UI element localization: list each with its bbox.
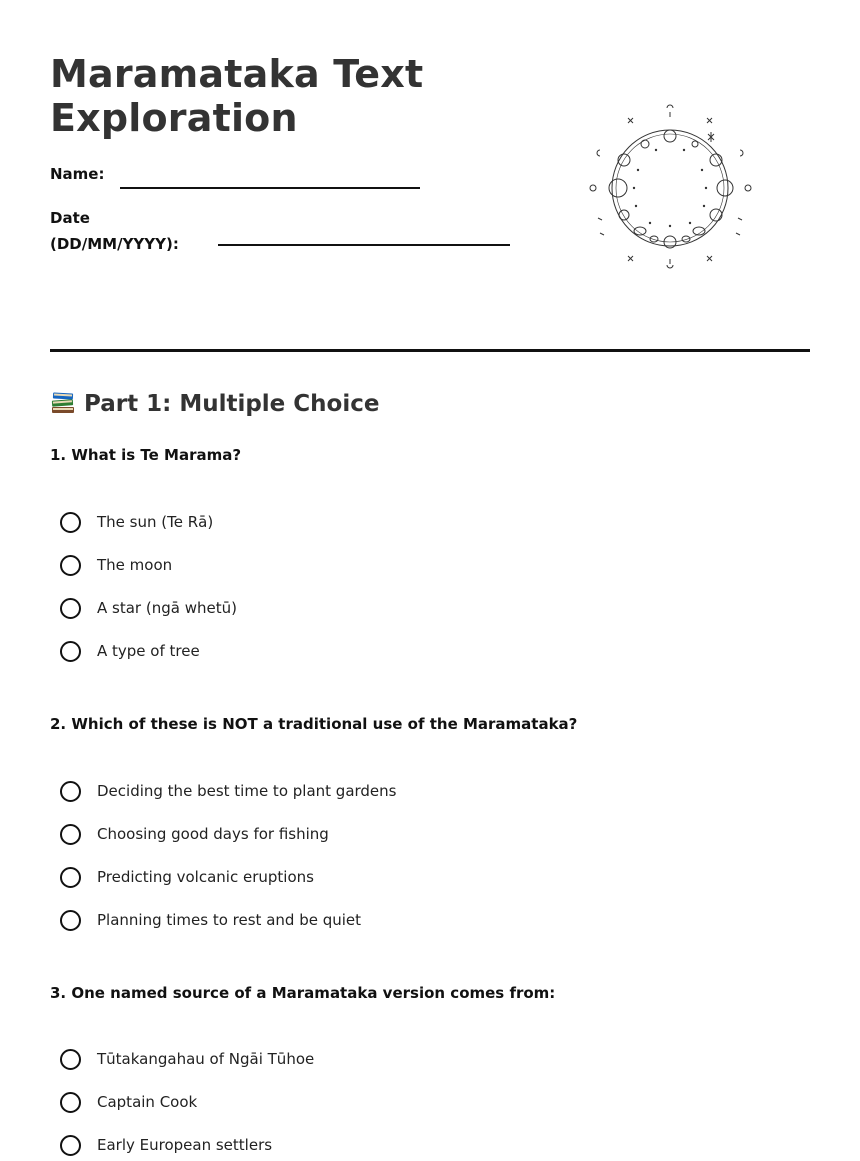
page-title: Maramataka Text Exploration [50,52,424,140]
option-label: Planning times to rest and be quiet [97,911,362,929]
section-heading [50,388,379,420]
radio-button[interactable] [60,512,81,533]
option-label: Tūtakangahau of Ngāi Tūhoe [97,1050,315,1068]
radio-button[interactable] [60,1049,81,1070]
option-label: Early European settlers [97,1136,273,1154]
option-label: The moon [97,556,173,574]
q1-option-2[interactable] [60,552,172,578]
option-label: A type of tree [97,642,200,660]
books-icon [50,389,76,415]
option-label: Captain Cook [97,1093,198,1111]
date-label-line1: Date [50,209,90,227]
date-label-line2: (DD/MM/YYYY): [50,235,179,253]
q1-option-4[interactable] [60,638,200,664]
option-label: A star (ngā whetū) [97,599,237,617]
radio-button[interactable] [60,1135,81,1156]
radio-button[interactable] [60,910,81,931]
name-label: Name: [50,165,105,183]
radio-button[interactable] [60,555,81,576]
radio-button[interactable] [60,598,81,619]
q1-option-3[interactable] [60,595,237,621]
question-2: 2. Which of these is NOT a traditional use of the Maramataka? [50,715,578,733]
date-field[interactable] [218,244,510,246]
q2-option-4[interactable] [60,907,361,933]
radio-button[interactable] [60,867,81,888]
q3-option-3[interactable] [60,1132,272,1158]
radio-button[interactable] [60,781,81,802]
question-3: 3. One named source of a Maramataka version comes from: [50,984,556,1002]
option-label: Predicting volcanic eruptions [97,868,314,886]
section-divider [50,349,810,352]
section-heading-text: Part 1: Multiple Choice [84,391,380,417]
q1-option-1[interactable] [60,509,213,535]
q2-option-3[interactable] [60,864,314,890]
option-label: Deciding the best time to plant gardens [97,782,397,800]
q3-option-1[interactable] [60,1046,314,1072]
question-1: 1. What is Te Marama? [50,446,242,464]
maramataka-moon-diagram [580,98,760,278]
q2-option-1[interactable] [60,778,397,804]
radio-button[interactable] [60,824,81,845]
name-field[interactable] [120,187,420,189]
q3-option-2[interactable] [60,1089,197,1115]
q2-option-2[interactable] [60,821,329,847]
radio-button[interactable] [60,641,81,662]
radio-button[interactable] [60,1092,81,1113]
option-label: Choosing good days for fishing [97,825,329,843]
option-label: The sun (Te Rā) [97,513,214,531]
